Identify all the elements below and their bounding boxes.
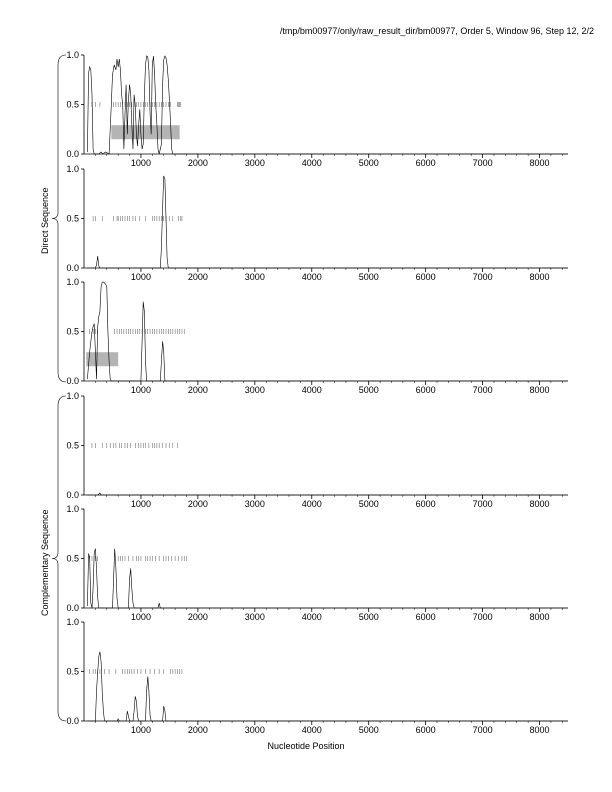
y-tick-label: 1.0 bbox=[66, 50, 79, 60]
probability-line bbox=[87, 652, 568, 721]
y-tick-label: 0.0 bbox=[66, 603, 79, 613]
x-tick-label: 3000 bbox=[244, 272, 265, 282]
x-tick-label: 4000 bbox=[301, 499, 322, 509]
x-tick-label: 6000 bbox=[415, 612, 436, 622]
x-tick-label: 6000 bbox=[415, 725, 436, 735]
x-tick-label: 5000 bbox=[358, 499, 379, 509]
y-tick-label: 0.5 bbox=[66, 553, 79, 564]
x-tick-label: 3000 bbox=[244, 725, 265, 735]
x-tick-label: 5000 bbox=[358, 612, 379, 622]
direct-sequence-label: Direct Sequence bbox=[40, 187, 50, 254]
y-tick-label: 0.5 bbox=[66, 213, 79, 224]
x-tick-label: 5000 bbox=[358, 272, 379, 282]
x-tick-label: 4000 bbox=[301, 385, 322, 395]
x-tick-label: 7000 bbox=[472, 612, 493, 622]
x-tick-label: 1000 bbox=[130, 499, 151, 509]
x-tick-label: 5000 bbox=[358, 725, 379, 735]
x-tick-label: 6000 bbox=[415, 158, 436, 168]
x-tick-label: 8000 bbox=[529, 612, 550, 622]
x-tick-label: 3000 bbox=[244, 385, 265, 395]
y-tick-label: 0.5 bbox=[66, 440, 79, 451]
x-tick-label: 1000 bbox=[130, 385, 151, 395]
x-tick-label: 3000 bbox=[244, 499, 265, 509]
x-tick-label: 6000 bbox=[415, 272, 436, 282]
complementary-group-brace bbox=[52, 396, 66, 721]
x-axis-label: Nucleotide Position bbox=[267, 741, 345, 751]
highlight-bar bbox=[111, 125, 179, 139]
y-tick-label: 1.0 bbox=[66, 504, 79, 514]
x-tick-label: 5000 bbox=[358, 158, 379, 168]
x-tick-label: 2000 bbox=[187, 499, 208, 509]
x-tick-label: 8000 bbox=[529, 385, 550, 395]
x-tick-label: 7000 bbox=[472, 272, 493, 282]
direct-group-brace bbox=[52, 55, 66, 382]
x-tick-label: 4000 bbox=[301, 612, 322, 622]
complementary-sequence-label: Complementary Sequence bbox=[40, 509, 50, 616]
x-tick-label: 7000 bbox=[472, 385, 493, 395]
x-tick-label: 8000 bbox=[529, 725, 550, 735]
highlight-bar bbox=[86, 352, 118, 366]
x-tick-label: 4000 bbox=[301, 158, 322, 168]
probability-line bbox=[87, 493, 568, 495]
x-tick-label: 7000 bbox=[472, 725, 493, 735]
x-tick-label: 2000 bbox=[187, 725, 208, 735]
chart-title: /tmp/bm00977/only/raw_result_dir/bm00977, Order 5, Window 96, Step 12, 2/2 bbox=[279, 26, 594, 36]
x-tick-label: 4000 bbox=[301, 725, 322, 735]
y-tick-label: 0.5 bbox=[66, 326, 79, 337]
y-tick-label: 0.0 bbox=[66, 263, 79, 273]
probability-line bbox=[87, 282, 568, 381]
y-tick-label: 0.5 bbox=[66, 666, 79, 677]
x-tick-label: 8000 bbox=[529, 272, 550, 282]
x-tick-label: 1000 bbox=[130, 158, 151, 168]
y-tick-label: 1.0 bbox=[66, 164, 79, 174]
x-tick-label: 6000 bbox=[415, 499, 436, 509]
x-tick-label: 4000 bbox=[301, 272, 322, 282]
y-tick-label: 1.0 bbox=[66, 391, 79, 401]
x-tick-label: 2000 bbox=[187, 158, 208, 168]
x-tick-label: 6000 bbox=[415, 385, 436, 395]
probability-line bbox=[87, 549, 568, 608]
x-tick-label: 8000 bbox=[529, 158, 550, 168]
x-tick-label: 3000 bbox=[244, 158, 265, 168]
x-tick-label: 1000 bbox=[130, 612, 151, 622]
probability-line bbox=[87, 176, 568, 268]
y-tick-label: 1.0 bbox=[66, 277, 79, 287]
x-tick-label: 1000 bbox=[130, 725, 151, 735]
x-tick-label: 3000 bbox=[244, 612, 265, 622]
x-tick-label: 7000 bbox=[472, 158, 493, 168]
y-tick-label: 0.0 bbox=[66, 490, 79, 500]
x-tick-label: 7000 bbox=[472, 499, 493, 509]
x-tick-label: 2000 bbox=[187, 612, 208, 622]
y-tick-label: 0.0 bbox=[66, 716, 79, 726]
x-tick-label: 8000 bbox=[529, 499, 550, 509]
x-tick-label: 5000 bbox=[358, 385, 379, 395]
probability-line bbox=[87, 56, 568, 154]
y-tick-label: 0.0 bbox=[66, 376, 79, 386]
y-tick-label: 1.0 bbox=[66, 617, 79, 627]
y-tick-label: 0.0 bbox=[66, 149, 79, 159]
x-tick-label: 2000 bbox=[187, 272, 208, 282]
x-tick-label: 1000 bbox=[130, 272, 151, 282]
x-tick-label: 2000 bbox=[187, 385, 208, 395]
y-tick-label: 0.5 bbox=[66, 99, 79, 110]
